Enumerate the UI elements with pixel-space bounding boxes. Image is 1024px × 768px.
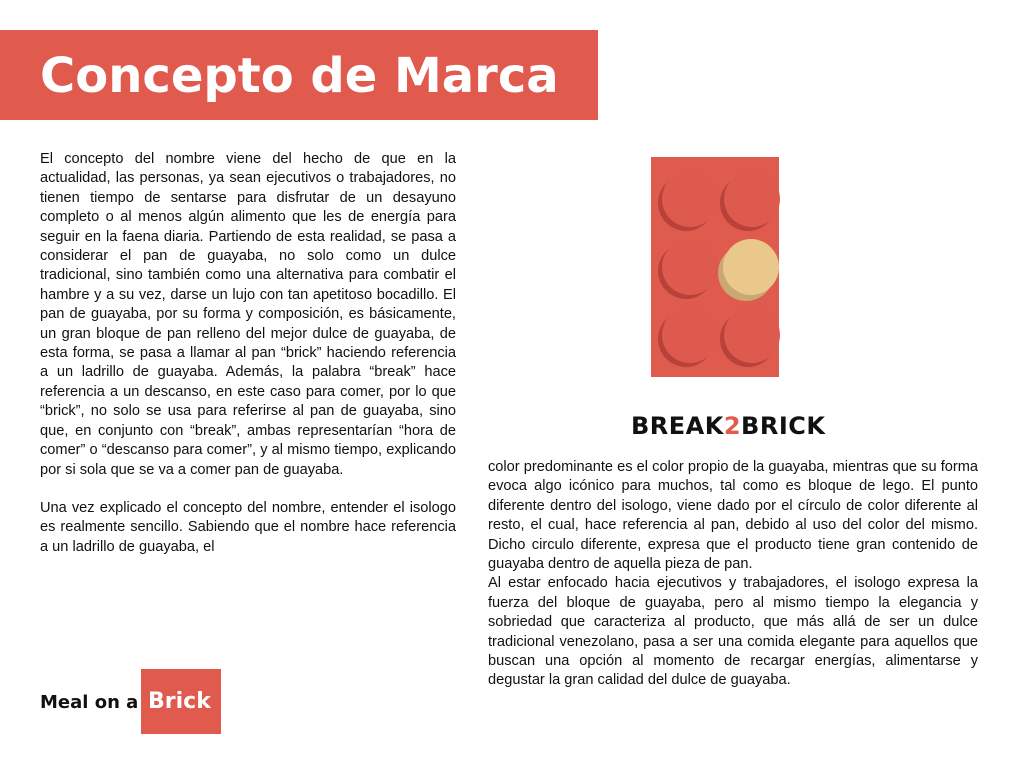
paragraph: Una vez explicado el concepto del nombre, entender el isologo es realmente sencillo. Sabiendo que el nombre hace referencia a un ladrillo de guayaba, el	[40, 499, 456, 555]
paragraph: El concepto del nombre viene del hecho de que en la actualidad, las personas, ya sean ejecutivos o trabajadores, no tienen tiempo de sentarse para disfrutar de un desayuno completo o al menos algún alimento que les de energía para seguir en la faena diaria. Partiendo de esta realidad, se pasa a considerar el pan de guayaba, no solo como un dulce tradicional, sino también como una alternativa para combatir el hambre y a su vez, darse un lujo con tan apetitoso bocadillo. El pan de guayaba, por su forma y composición, es básicamente, un gran bloque de pan relleno del mejor dulce de guayaba, de esta forma, se pasa a llamar al pan “brick” haciendo referencia a un ladrillo de guayaba. Además, la palabra “break” hace referencia a un descanso, en este caso para comer, por lo que “brick”, no solo se usa para referirse al pan de guayaba, sino que, en conjunto con “break”, ambas representarían “hora de comer” o “descanso para comer”, y al mismo tiempo, explicando por si sola que se va a comer pan de guayaba.	[40, 151, 456, 478]
paragraph: color predominante es el color propio de la guayaba, mientras que su forma evoca algo icónico para muchos, tal como es bloque de lego. El punto diferente dentro del isologo, viene dado por el círculo de color diferente al resto, el cual, hace referencia al pan, debido al uso del color del mismo. Dicho circulo diferente, expresa que el producto tiene gran contenido de guayaba dentro de aquella pieza de pan.	[488, 459, 978, 573]
right-column	[488, 458, 978, 691]
logo-stud	[662, 307, 718, 363]
paragraph: Al estar enfocado hacia ejecutivos y trabajadores, el isologo expresa la fuerza del bloque de guayaba, pero al mismo tiempo la elegancia y sobriedad que caracteriza al producto, que más allá de ser un dulce tradicional venezolano, pasa a ser una comida elegante para aquellos que buscan una opción al momento de recargar energías, alimentarse y degustar la gran calidad del dulce de guayaba.	[488, 575, 978, 689]
logo-stud	[724, 171, 780, 227]
page-title: Concepto de Marca	[40, 48, 559, 104]
brand-word-brick: BRICK	[741, 412, 826, 440]
logo-stud	[662, 239, 718, 295]
left-column	[40, 150, 456, 557]
footer-tagline: Meal on a	[40, 692, 139, 713]
brand-number: 2	[723, 412, 742, 440]
brick-logo	[651, 157, 779, 377]
brand-wordmark	[631, 412, 825, 440]
logo-stud-highlight	[723, 239, 779, 295]
footer-badge-label: Brick	[148, 689, 211, 714]
logo-stud	[724, 307, 780, 363]
logo-stud	[662, 171, 718, 227]
brand-word-break: BREAK	[631, 412, 724, 440]
